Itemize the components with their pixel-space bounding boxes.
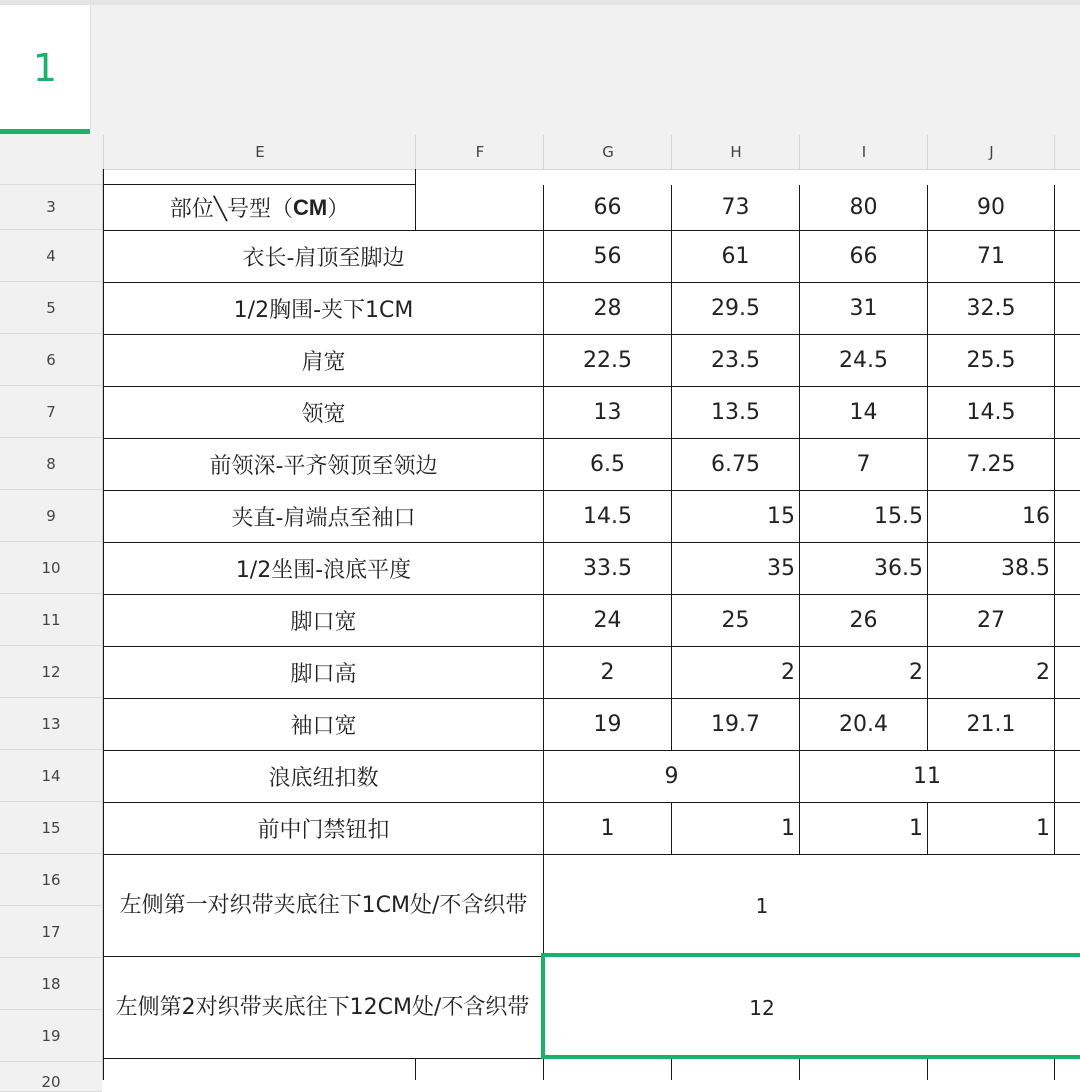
measurement-label[interactable]: 衣长-肩顶至脚边	[242, 246, 405, 271]
row-header-17[interactable]: 17	[0, 906, 102, 958]
grid-line	[799, 1058, 800, 1080]
measurement-label[interactable]: 1/2胸围-夹下1CM	[233, 298, 414, 323]
measurement-label[interactable]: 左侧第2对织带夹底往下12CM处/不含织带	[115, 994, 530, 1020]
table-cell[interactable]: 73	[721, 195, 750, 220]
grid-line	[927, 1058, 928, 1080]
table-cell[interactable]: 6.75	[711, 452, 760, 477]
grid-line	[671, 1058, 672, 1080]
measurement-label[interactable]: 前领深-平齐领顶至领边	[209, 454, 438, 479]
select-all-corner[interactable]	[0, 135, 104, 170]
row-header-16[interactable]: 16	[0, 854, 102, 906]
row-header-13[interactable]: 13	[0, 698, 102, 750]
column-header-f[interactable]: F	[415, 135, 544, 169]
table-cell[interactable]: 26	[849, 608, 878, 633]
table-cell[interactable]: 22.5	[583, 348, 632, 373]
measurement-label[interactable]: 夹直-肩端点至袖口	[231, 506, 416, 531]
row-header-6[interactable]: 6	[0, 334, 102, 386]
table-cell[interactable]: 24.5	[839, 348, 888, 373]
table-cell[interactable]: 24	[593, 608, 622, 633]
table-cell[interactable]: 38.5	[1001, 556, 1050, 581]
table-cell[interactable]: 15.5	[874, 504, 923, 529]
column-header-e[interactable]: E	[103, 135, 416, 169]
row-header-15[interactable]: 15	[0, 802, 102, 854]
table-cell[interactable]: 1	[909, 816, 923, 841]
grid-line	[415, 1058, 416, 1080]
row-header-14[interactable]: 14	[0, 750, 102, 802]
row-header-4[interactable]: 4	[0, 230, 102, 282]
merged-value-cell-selected[interactable]: 12	[749, 995, 775, 1020]
sheet-tab-bar	[0, 0, 1080, 135]
table-cell[interactable]: 31	[849, 296, 878, 321]
table-cell[interactable]: 23.5	[711, 348, 760, 373]
table-cell[interactable]: 15	[767, 504, 795, 529]
cell-selection-highlight	[541, 953, 1080, 1059]
merged-value-cell[interactable]: 1	[755, 893, 769, 918]
table-cell[interactable]: 19.7	[711, 712, 760, 737]
table-cell[interactable]: 29.5	[711, 296, 760, 321]
row-header-2[interactable]	[0, 169, 102, 185]
row-header-10[interactable]: 10	[0, 542, 102, 594]
table-cell[interactable]: 21.1	[966, 712, 1016, 737]
top-divider	[0, 0, 1080, 5]
table-cell[interactable]: 14	[849, 400, 878, 425]
table-cell[interactable]: 13.5	[711, 400, 760, 425]
table-cell[interactable]: 27	[977, 608, 1005, 633]
table-cell[interactable]: 9	[664, 764, 679, 789]
size-header-suffix: ）	[327, 197, 350, 222]
measurement-label[interactable]: 前中门禁钮扣	[257, 818, 390, 843]
column-header-i[interactable]: I	[799, 135, 928, 169]
table-cell[interactable]: 28	[593, 296, 622, 321]
row-header-7[interactable]: 7	[0, 386, 102, 438]
table-cell[interactable]: 1	[600, 816, 615, 841]
table-cell[interactable]: 13	[593, 400, 622, 425]
row-header-8[interactable]: 8	[0, 438, 102, 490]
row-header-9[interactable]: 9	[0, 490, 102, 542]
table-cell[interactable]: 2	[600, 660, 615, 685]
row-header-20[interactable]: 20	[0, 1062, 102, 1092]
table-cell[interactable]: 6.5	[590, 452, 625, 477]
size-header-unit: CM	[293, 194, 328, 220]
table-cell[interactable]: 20.4	[839, 712, 888, 737]
table-cell[interactable]: 80	[849, 195, 878, 220]
table-cell[interactable]: 56	[593, 244, 622, 269]
grid-line	[415, 169, 416, 230]
table-cell[interactable]: 16	[1022, 504, 1050, 529]
table-cell[interactable]: 2	[781, 660, 795, 685]
table-cell[interactable]: 61	[721, 244, 750, 269]
table-cell[interactable]: 71	[977, 244, 1005, 269]
row-header-3[interactable]: 3	[0, 185, 102, 230]
measurement-label[interactable]: 领宽	[301, 402, 346, 427]
table-cell[interactable]: 2	[1036, 660, 1050, 685]
table-cell[interactable]: 25.5	[966, 348, 1016, 373]
table-cell[interactable]: 32.5	[966, 296, 1016, 321]
table-cell[interactable]: 19	[593, 712, 622, 737]
measurement-label[interactable]: 1/2坐围-浪底平度	[235, 558, 412, 583]
row-header-5[interactable]: 5	[0, 282, 102, 334]
sheet-tab-active-indicator	[0, 129, 90, 134]
table-cell[interactable]: 36.5	[874, 556, 923, 581]
column-header-g[interactable]: G	[543, 135, 672, 169]
grid-line	[1054, 185, 1055, 854]
measurement-label[interactable]: 袖口宽	[290, 714, 357, 739]
table-cell[interactable]: 14.5	[966, 400, 1016, 425]
measurement-label[interactable]: 浪底纽扣数	[268, 766, 379, 791]
table-cell[interactable]: 7	[856, 452, 871, 477]
size-header-cell[interactable]	[104, 185, 415, 230]
measurement-label[interactable]: 脚口宽	[290, 610, 357, 635]
column-header-h[interactable]: H	[671, 135, 800, 169]
measurement-label[interactable]: 脚口高	[290, 662, 357, 687]
table-cell[interactable]: 2	[909, 660, 923, 685]
table-cell[interactable]: 11	[913, 764, 941, 789]
row-header-11[interactable]: 11	[0, 594, 102, 646]
table-cell[interactable]: 1	[781, 816, 795, 841]
measurement-label[interactable]: 左侧第一对织带夹底往下1CM处/不含织带	[119, 892, 528, 918]
table-cell[interactable]: 66	[593, 195, 622, 220]
table-cell[interactable]: 1	[1036, 816, 1050, 841]
grid-line	[1054, 1058, 1055, 1080]
table-cell[interactable]: 33.5	[583, 556, 632, 581]
table-cell[interactable]: 14.5	[583, 504, 632, 529]
sheet-tab-1[interactable]: 1	[0, 5, 91, 130]
column-header-k[interactable]	[1054, 135, 1080, 169]
row-header-12[interactable]: 12	[0, 646, 102, 698]
column-header-j[interactable]: J	[927, 135, 1055, 169]
table-cell[interactable]: 66	[849, 244, 878, 269]
row-header-19[interactable]: 19	[0, 1010, 102, 1062]
row-header-18[interactable]: 18	[0, 958, 102, 1010]
table-cell[interactable]: 90	[977, 195, 1005, 220]
measurement-label[interactable]: 肩宽	[301, 350, 346, 375]
table-cell[interactable]: 7.25	[966, 452, 1016, 477]
table-cell[interactable]: 35	[767, 556, 795, 581]
table-cell[interactable]: 25	[721, 608, 750, 633]
size-header-label: 部位╲号型（	[169, 197, 293, 222]
